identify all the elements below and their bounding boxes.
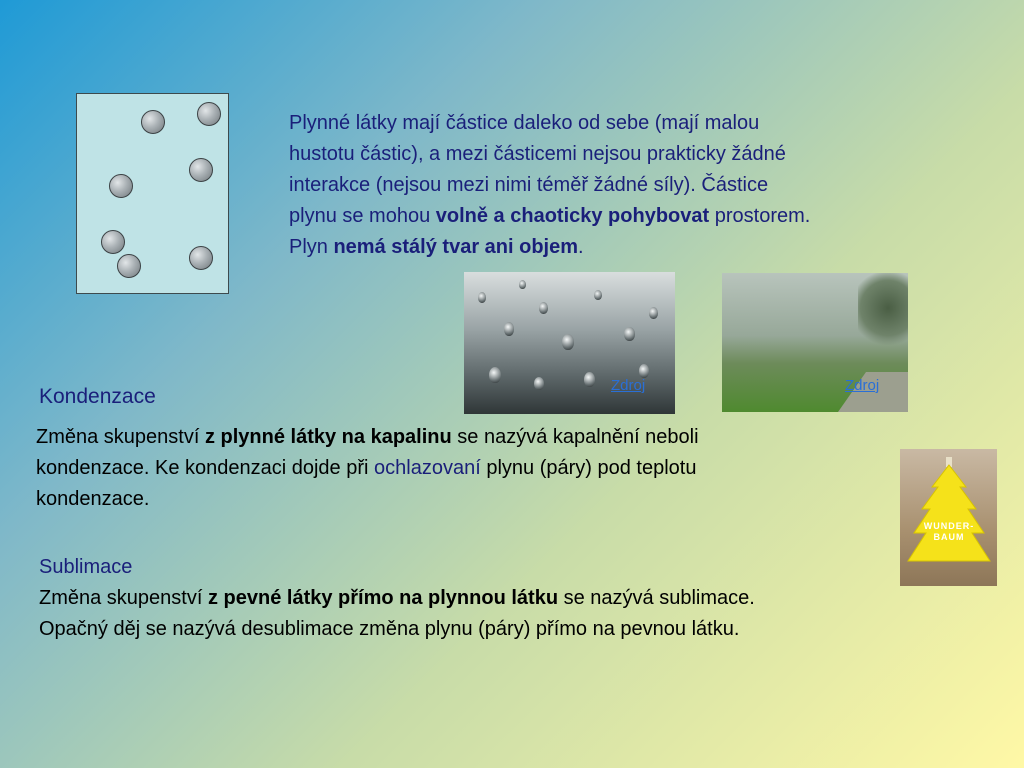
tree-brand-line: WUNDER- bbox=[923, 521, 975, 531]
tree-silhouette bbox=[858, 273, 908, 348]
text-run: . bbox=[578, 236, 584, 258]
gas-description-line bbox=[289, 232, 989, 263]
gas-description-line: interakce (nejsou mezi nimi téměř žádné síly). Částice bbox=[289, 174, 769, 196]
gas-particle bbox=[197, 102, 221, 126]
text-run: prostorem. bbox=[709, 205, 811, 227]
condensation-line: kondenzace. bbox=[36, 488, 150, 510]
water-drop bbox=[539, 302, 548, 314]
condensation-heading: Kondenzace bbox=[39, 385, 156, 408]
water-drop bbox=[534, 377, 544, 390]
emphasis-text: z pevné látky přímo na plynnou látku bbox=[207, 587, 559, 609]
text-run: se nazývá kapalnění neboli bbox=[451, 426, 699, 448]
gas-particle bbox=[109, 174, 133, 198]
water-drop bbox=[584, 372, 595, 387]
gas-particles-diagram bbox=[76, 93, 229, 294]
gas-description-line: Plynné látky mají částice daleko od sebe (mají malou bbox=[289, 112, 760, 134]
gas-description bbox=[289, 108, 989, 263]
water-drop bbox=[519, 280, 526, 289]
emphasis-text: volně a chaoticky pohybovat bbox=[435, 205, 710, 227]
gas-description-line: hustotu částic), a mezi částicemi nejsou prakticky žádné bbox=[289, 143, 786, 165]
condensation-line bbox=[36, 453, 906, 484]
water-drop bbox=[504, 322, 514, 336]
text-run: plynu (páry) pod teplotu bbox=[480, 457, 697, 479]
water-drop bbox=[594, 290, 602, 300]
text-run: Změna skupenství bbox=[39, 587, 208, 609]
emphasis-text: z plynné látky na kapalinu bbox=[204, 426, 452, 448]
water-drop bbox=[489, 367, 501, 383]
condensation-line bbox=[36, 422, 906, 453]
sublimation-heading: Sublimace bbox=[39, 556, 133, 578]
emphasis-text: nemá stálý tvar ani objem bbox=[333, 236, 579, 258]
gas-description-line bbox=[289, 201, 989, 232]
fog-forest-photo bbox=[722, 273, 908, 412]
text-run: plynu se mohou bbox=[289, 205, 436, 227]
gas-particle bbox=[101, 230, 125, 254]
gas-particle bbox=[117, 254, 141, 278]
condensation-paragraph bbox=[36, 422, 906, 515]
water-drop bbox=[649, 307, 658, 319]
rain-photo-source-link[interactable]: Zdroj bbox=[611, 377, 646, 394]
sublimation-section bbox=[39, 552, 999, 645]
water-drop bbox=[478, 292, 486, 303]
text-run: Změna skupenství bbox=[36, 426, 205, 448]
gas-particle bbox=[189, 246, 213, 270]
sublimation-line bbox=[39, 583, 999, 614]
tree-brand-label bbox=[918, 521, 980, 543]
text-run: kondenzace. Ke kondenzaci dojde při bbox=[36, 457, 375, 479]
tree-brand-line: BAUM bbox=[933, 532, 965, 542]
fog-photo-source-link[interactable]: Zdroj bbox=[845, 377, 880, 394]
text-run: se nazývá sublimace. bbox=[558, 587, 755, 609]
water-drop bbox=[639, 364, 649, 378]
gas-particle bbox=[189, 158, 213, 182]
water-drop bbox=[562, 334, 574, 350]
sublimation-line: Opačný děj se nazývá desublimace změna plynu (páry) přímo na pevnou látku. bbox=[39, 618, 740, 640]
text-run: Plyn bbox=[289, 236, 334, 258]
water-drop bbox=[624, 327, 635, 341]
highlight-text: ochlazovaní bbox=[374, 457, 481, 479]
gas-particle bbox=[141, 110, 165, 134]
